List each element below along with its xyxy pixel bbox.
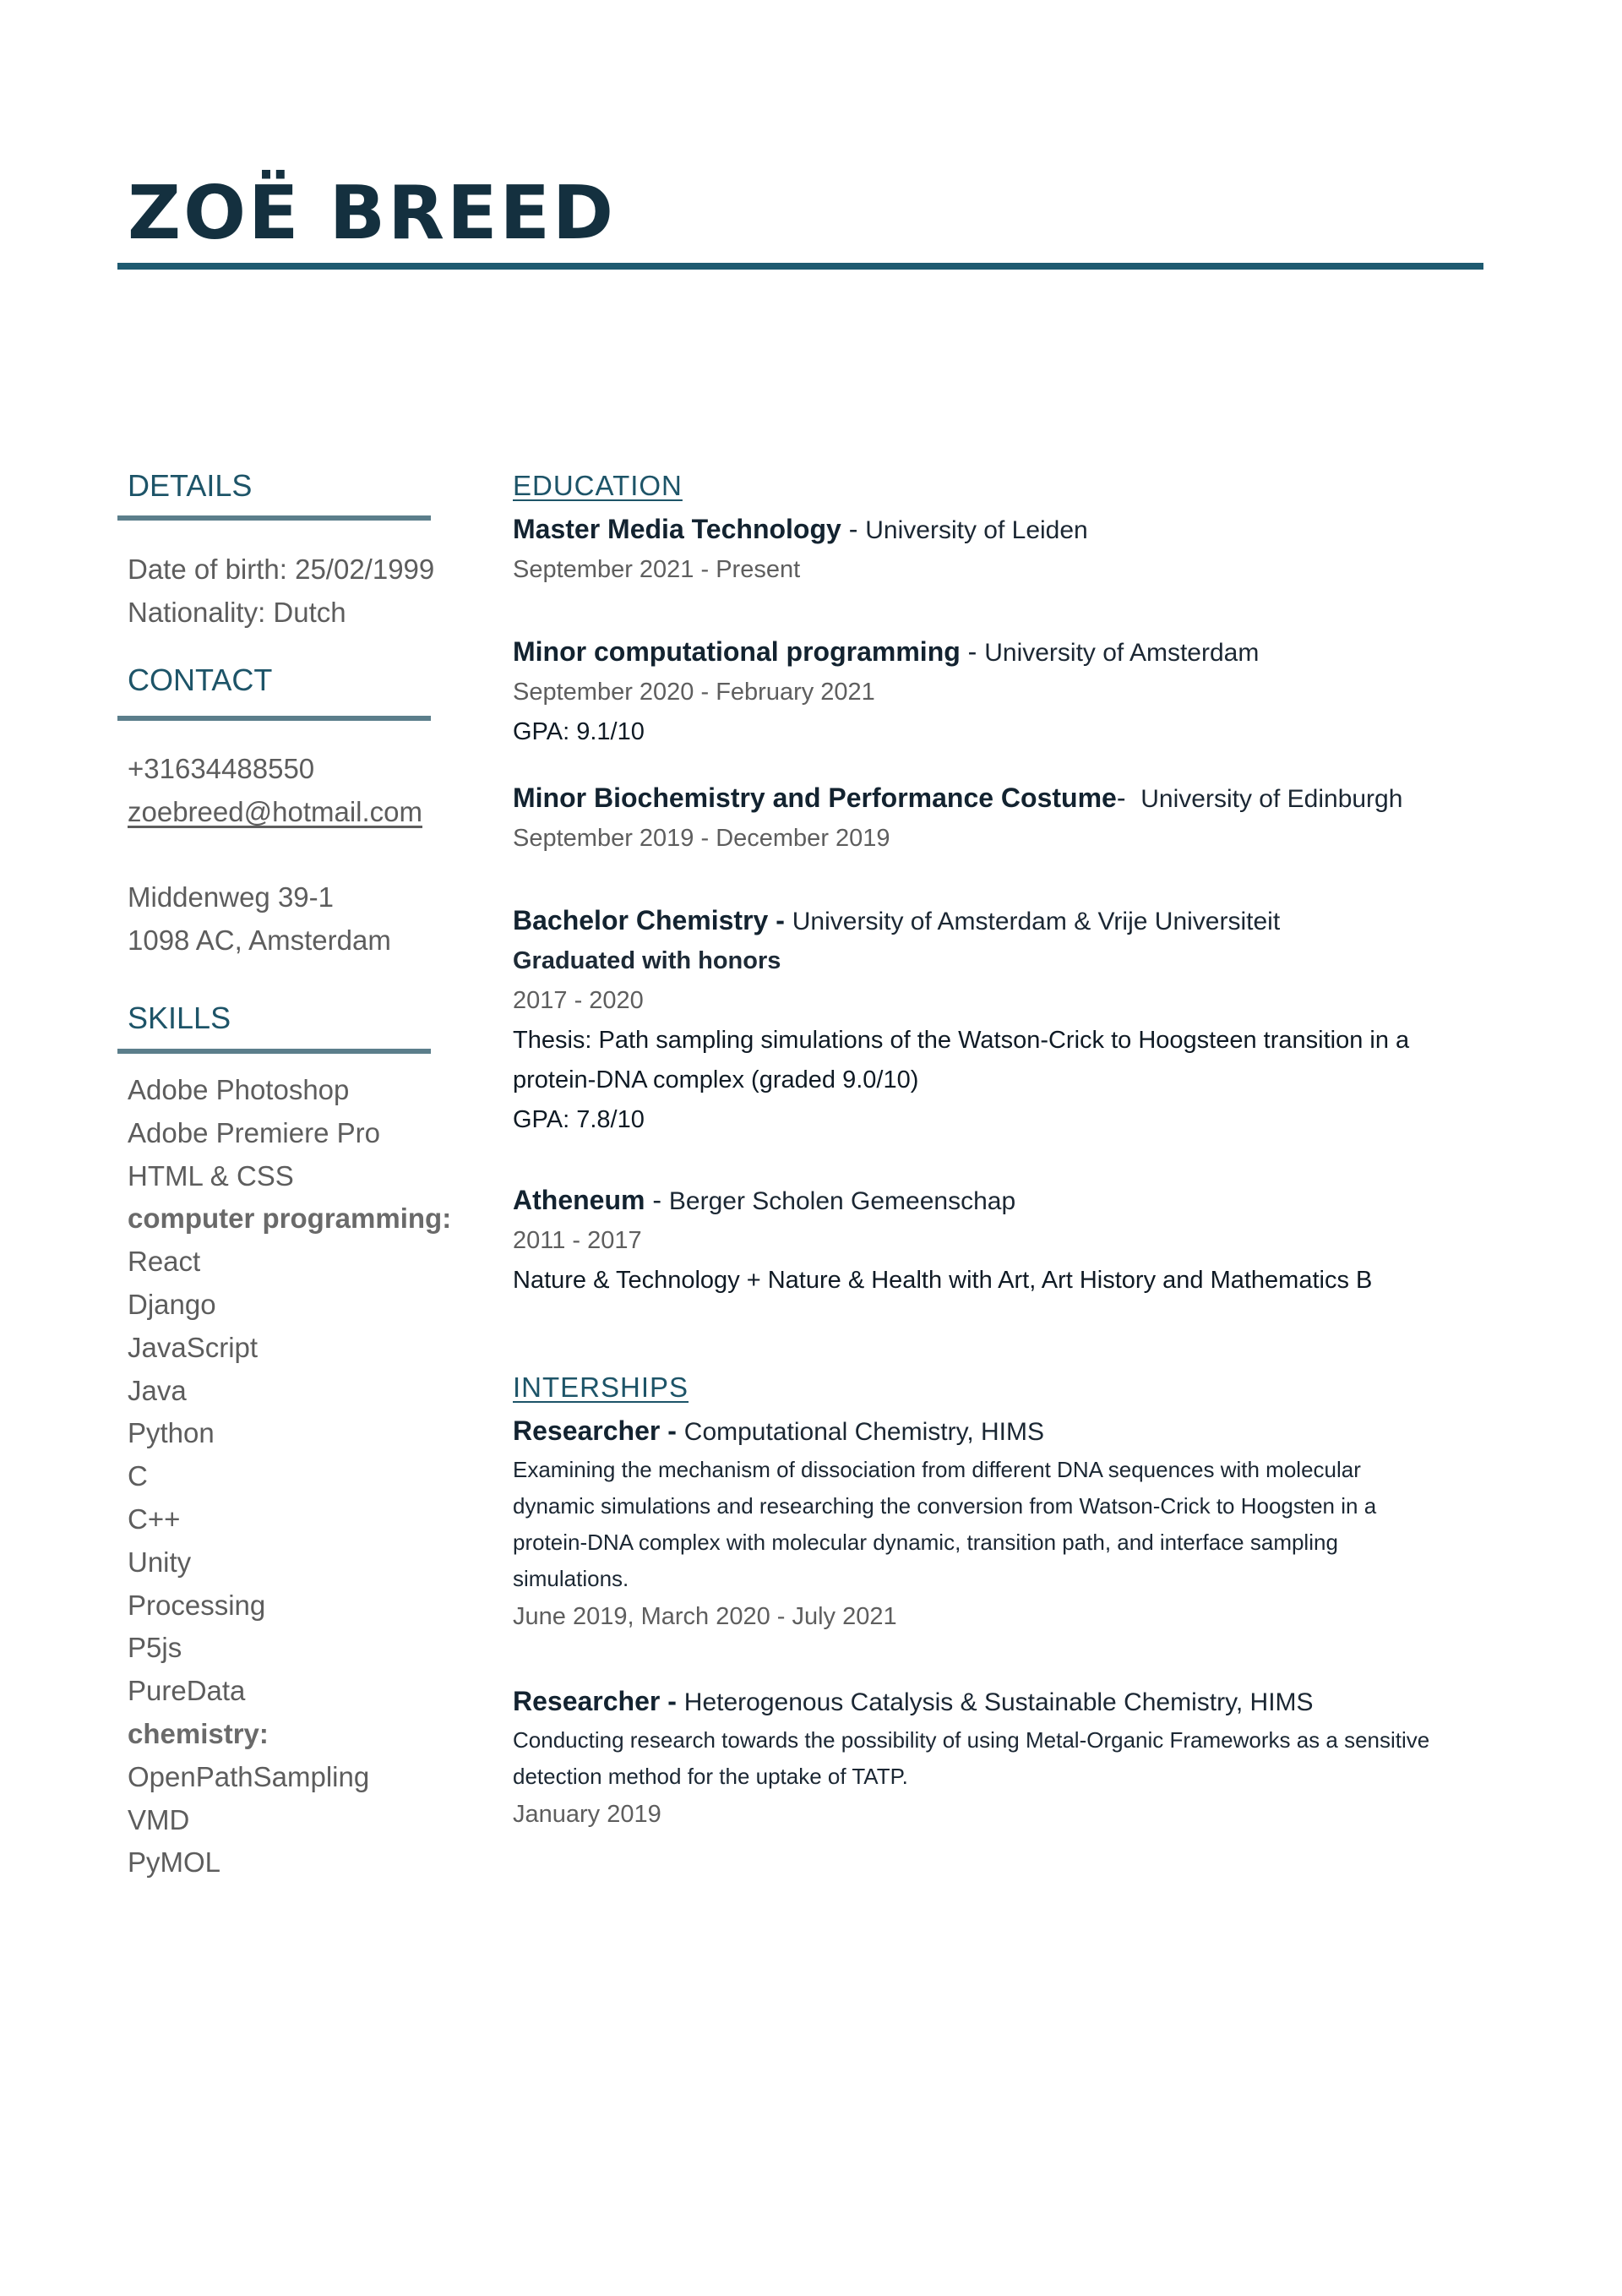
entry-header bbox=[513, 1682, 1484, 1722]
entry-title: Bachelor Chemistry - bbox=[513, 905, 785, 935]
skills-heading: SKILLS bbox=[128, 1001, 231, 1035]
entry-separator bbox=[677, 1686, 684, 1716]
entry-date: 2017 - 2020 bbox=[513, 987, 644, 1014]
entry-separator: - bbox=[841, 514, 866, 544]
entry-title: Master Media Technology bbox=[513, 514, 841, 544]
contact-heading: CONTACT bbox=[128, 663, 273, 697]
address-street: Middenweg 39-1 bbox=[128, 881, 334, 913]
entry-header bbox=[513, 632, 1484, 673]
skill-item: VMD bbox=[128, 1803, 190, 1835]
skill-item: P5js bbox=[128, 1632, 182, 1664]
internships-heading: INTERSHIPS bbox=[513, 1372, 689, 1403]
skills-divider bbox=[117, 1049, 431, 1054]
header-divider bbox=[117, 263, 1483, 270]
entry-title: Researcher - bbox=[513, 1415, 677, 1446]
education-heading: EDUCATION bbox=[513, 470, 683, 501]
skill-item: JavaScript bbox=[128, 1331, 259, 1363]
entry-header bbox=[513, 510, 1484, 550]
skill-item: Java bbox=[128, 1374, 187, 1406]
entry-institution: University of Amsterdam bbox=[984, 639, 1260, 667]
entry-date: June 2019, March 2020 - July 2021 bbox=[513, 1603, 897, 1630]
skill-category: chemistry: bbox=[128, 1717, 269, 1749]
entry-note: Nature & Technology + Nature & Health with Art, Art History and Mathematics B bbox=[513, 1267, 1373, 1294]
entry-header bbox=[513, 1181, 1484, 1221]
entry-note: GPA: 9.1/10 bbox=[513, 718, 645, 745]
entry-institution: Heterogenous Catalysis & Sustainable Chemistry, HIMS bbox=[683, 1688, 1314, 1716]
entry-description-line: detection method for the uptake of TATP. bbox=[513, 1764, 908, 1789]
entry-institution: University of Edinburgh bbox=[1140, 785, 1403, 813]
skill-item: PyMOL bbox=[128, 1846, 221, 1879]
skill-item: OpenPathSampling bbox=[128, 1760, 370, 1792]
entry-date: September 2020 - February 2021 bbox=[513, 679, 875, 706]
entry-description-line: protein-DNA complex with molecular dynamic, transition path, and interface sampling bbox=[513, 1530, 1338, 1555]
contact-block bbox=[128, 747, 422, 833]
entry-title: Atheneum bbox=[513, 1185, 645, 1215]
entry-description-line: Examining the mechanism of dissociation from different DNA sequences with molecular bbox=[513, 1457, 1361, 1482]
entry-note: Thesis: Path sampling simulations of the Watson-Crick to Hoogsteen transition in a bbox=[513, 1027, 1410, 1054]
skill-item: Django bbox=[128, 1288, 216, 1320]
internship-entry bbox=[513, 1682, 1484, 1835]
contact-divider bbox=[117, 716, 431, 721]
entry-date: January 2019 bbox=[513, 1801, 661, 1828]
skill-item: Adobe Premiere Pro bbox=[128, 1116, 380, 1148]
entry-separator: - bbox=[645, 1185, 669, 1215]
entry-separator: - bbox=[960, 636, 985, 667]
entry-separator bbox=[677, 1415, 684, 1446]
skill-category: computer programming: bbox=[128, 1203, 452, 1235]
skill-item: PureData bbox=[128, 1675, 246, 1707]
entry-title: Minor computational programming bbox=[513, 636, 961, 667]
entry-title: Minor Biochemistry and Performance Costume bbox=[513, 783, 1117, 813]
education-entry bbox=[513, 1181, 1484, 1301]
skills-list bbox=[128, 1069, 451, 1884]
education-entry bbox=[513, 901, 1484, 1140]
entry-description-line: dynamic simulations and researching the conversion from Watson-Crick to Hoogsten in a bbox=[513, 1493, 1377, 1519]
internship-entry bbox=[513, 1411, 1484, 1637]
phone-number: +31634488550 bbox=[128, 753, 315, 784]
entry-header bbox=[513, 778, 1484, 819]
education-entry bbox=[513, 632, 1484, 752]
entry-note: GPA: 7.8/10 bbox=[513, 1106, 645, 1133]
entry-separator bbox=[785, 905, 792, 935]
entry-header bbox=[513, 901, 1484, 941]
details-block bbox=[128, 548, 434, 634]
skill-item: Adobe Photoshop bbox=[128, 1074, 350, 1105]
entry-institution: Berger Scholen Gemeenschap bbox=[668, 1187, 1016, 1215]
entry-institution: University of Leiden bbox=[865, 516, 1088, 544]
nationality: Nationality: Dutch bbox=[128, 597, 346, 628]
skill-item: C++ bbox=[128, 1502, 181, 1535]
entry-date: September 2019 - December 2019 bbox=[513, 825, 890, 852]
skill-item: HTML & CSS bbox=[128, 1159, 294, 1192]
entry-honors: Graduated with honors bbox=[513, 947, 781, 974]
entry-header bbox=[513, 1411, 1484, 1452]
entry-separator: - bbox=[1116, 783, 1141, 813]
entry-date: September 2021 - Present bbox=[513, 556, 801, 583]
entry-description-line: simulations. bbox=[513, 1566, 629, 1591]
entry-date: 2011 - 2017 bbox=[513, 1227, 642, 1254]
skill-item: React bbox=[128, 1246, 201, 1278]
skill-item: Python bbox=[128, 1417, 215, 1449]
entry-title: Researcher - bbox=[513, 1686, 677, 1716]
date-of-birth: Date of birth: 25/02/1999 bbox=[128, 554, 435, 585]
entry-note: protein-DNA complex (graded 9.0/10) bbox=[513, 1066, 919, 1093]
skill-item: Processing bbox=[128, 1589, 266, 1621]
resume-name: ZOË BREED bbox=[128, 170, 617, 256]
education-entry bbox=[513, 778, 1484, 859]
entry-description-line: Conducting research towards the possibility of using Metal-Organic Frameworks as a sensitive bbox=[513, 1727, 1430, 1753]
skill-item: C bbox=[128, 1460, 148, 1492]
address-city: 1098 AC, Amsterdam bbox=[128, 924, 391, 956]
education-entry bbox=[513, 510, 1484, 590]
entry-institution: Computational Chemistry, HIMS bbox=[683, 1418, 1045, 1446]
details-heading: DETAILS bbox=[128, 468, 253, 503]
address-block bbox=[128, 875, 391, 962]
email-link[interactable]: zoebreed@hotmail.com bbox=[128, 796, 422, 827]
skill-item: Unity bbox=[128, 1546, 192, 1578]
details-divider bbox=[117, 515, 431, 521]
entry-institution: University of Amsterdam & Vrije Universiteit bbox=[792, 908, 1281, 935]
